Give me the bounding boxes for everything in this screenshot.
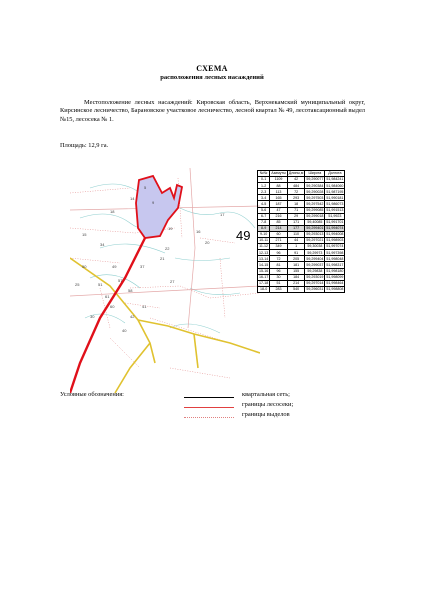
map-label: 51 bbox=[98, 282, 103, 287]
table-cell: 60 bbox=[270, 231, 288, 237]
map-label: 17 bbox=[220, 212, 225, 217]
map-label: 25 bbox=[75, 282, 80, 287]
table-cell: 96 bbox=[270, 268, 288, 274]
table-cell: 51,998903 bbox=[326, 238, 344, 243]
table-cell: 5-6 bbox=[258, 207, 270, 213]
legend-item-cutting-area bbox=[184, 401, 344, 411]
table-cell: 51,997074 bbox=[326, 244, 344, 249]
table-cell: 18-0 bbox=[258, 286, 270, 292]
table-cell: 16-17 bbox=[259, 274, 269, 279]
table-cell: 96 bbox=[270, 250, 288, 256]
table-cell: 72 bbox=[287, 189, 305, 195]
map-label: 18 bbox=[110, 209, 115, 214]
quarter-number: 49 bbox=[236, 228, 251, 243]
table-cell: 214 bbox=[287, 280, 305, 286]
map-label: 20 bbox=[205, 240, 210, 245]
map-label: 42 bbox=[130, 314, 135, 319]
map-label: 34 bbox=[100, 242, 105, 247]
table-cell: 51,994008 bbox=[326, 232, 344, 237]
map-label: 14 bbox=[130, 196, 135, 201]
map-label: 41 bbox=[142, 304, 147, 309]
table-cell: 3-4 bbox=[258, 195, 270, 201]
table-cell: 187 bbox=[270, 201, 288, 207]
map-label: 49 bbox=[112, 264, 117, 269]
column-header: Длины,м bbox=[288, 171, 304, 176]
table-cell: 72 bbox=[270, 256, 288, 262]
table-cell: 59,293013 bbox=[306, 232, 324, 237]
table-cell: 51,986073 bbox=[326, 201, 344, 206]
table-cell: 51,991513 bbox=[326, 207, 344, 212]
table-cell: 30 bbox=[270, 274, 288, 280]
map-label: 22 bbox=[165, 246, 170, 251]
table-cell: 17-18 bbox=[259, 281, 269, 286]
map-label: 57 bbox=[118, 278, 123, 283]
table-cell: 184 bbox=[287, 274, 305, 280]
table-cell: 51,997398 bbox=[326, 250, 344, 255]
table-cell: 11-12 bbox=[259, 244, 269, 249]
table-cell: 6-7 bbox=[258, 213, 270, 219]
table-cell: 171 bbox=[287, 219, 305, 225]
column-header: Широта bbox=[305, 171, 325, 177]
table-cell: 214 bbox=[270, 225, 288, 231]
table-cell: 59,297542 bbox=[306, 201, 324, 206]
legend-label: границы выделов bbox=[242, 411, 290, 418]
table-cell: 59,290077 bbox=[306, 177, 324, 182]
table-cell: 51,990181 bbox=[326, 195, 344, 200]
table-cell: 59,290028 bbox=[306, 189, 324, 194]
table-cell: 44 bbox=[287, 238, 305, 244]
document-title: СХЕМА bbox=[196, 64, 228, 73]
table-cell: 59,299018 bbox=[306, 214, 324, 218]
column-header: №№ bbox=[258, 171, 270, 177]
table-cell: 29 bbox=[287, 213, 305, 219]
table-cell: 2-3 bbox=[258, 189, 270, 195]
table-cell: 59,297503 bbox=[306, 195, 324, 200]
table-header-row bbox=[258, 171, 345, 177]
table-cell: 216 bbox=[270, 213, 288, 219]
table-cell: 8-9 bbox=[258, 225, 270, 231]
table-cell: 110 bbox=[287, 231, 305, 237]
table-cell: 59,290384 bbox=[306, 183, 324, 188]
table-cell: 42 bbox=[287, 177, 305, 183]
table-cell: 59,299037 bbox=[306, 262, 324, 267]
table-cell: 59,297014 bbox=[306, 281, 324, 286]
table-cell: 59,299085 bbox=[306, 207, 324, 212]
table-row bbox=[258, 286, 345, 292]
table-cell: 271 bbox=[270, 238, 288, 244]
map-label: 30 bbox=[90, 314, 95, 319]
table-cell: 14-15 bbox=[259, 262, 269, 267]
table-cell: 88 bbox=[270, 183, 288, 189]
legend-item-quarter-network bbox=[184, 391, 344, 401]
table-cell: 10-11 bbox=[259, 238, 269, 243]
table-cell: 59,29838 bbox=[305, 268, 325, 274]
table-cell: 51,994074 bbox=[326, 226, 344, 231]
table-cell: 59,40085 bbox=[305, 219, 325, 225]
table-cell: 51,9923 bbox=[325, 213, 345, 219]
column-header: Долгота bbox=[325, 171, 345, 177]
coordinates-table bbox=[257, 170, 345, 293]
map-label: 21 bbox=[160, 256, 165, 261]
forest-map bbox=[70, 168, 260, 413]
table-cell: 484 bbox=[287, 183, 305, 189]
table-cell: 59,299401 bbox=[306, 226, 324, 231]
table-cell: 1109 bbox=[270, 177, 288, 183]
table-cell: 1 bbox=[287, 244, 305, 250]
allotment-plot bbox=[136, 176, 182, 238]
table-cell: 13-14 bbox=[259, 256, 269, 261]
table-cell: 59,297021 bbox=[306, 238, 324, 243]
table-cell: 59,29973 bbox=[305, 250, 325, 256]
table-cell: 51,998317 bbox=[326, 262, 344, 267]
table-cell: 283 bbox=[270, 286, 288, 292]
table-cell: 12-13 bbox=[259, 250, 269, 255]
table-cell: 51 bbox=[270, 280, 288, 286]
table-cell: 81 bbox=[270, 262, 288, 268]
table-cell: 51,998808 bbox=[326, 287, 344, 292]
table-cell: 177 bbox=[287, 225, 305, 231]
table-cell: 540 bbox=[287, 286, 305, 292]
column-header: Азимуты bbox=[271, 171, 286, 176]
table-cell: 51,998180 bbox=[326, 268, 344, 273]
table-cell: 0-1 bbox=[258, 177, 270, 183]
map-label: 19 bbox=[168, 226, 173, 231]
table-cell: 59,30038 bbox=[305, 244, 325, 250]
table-cell: 51,998048 bbox=[326, 256, 344, 261]
map-label: 27 bbox=[170, 279, 175, 284]
table-body bbox=[258, 177, 345, 293]
map-label: 61 bbox=[105, 294, 110, 299]
table-cell: 165 bbox=[270, 195, 288, 201]
table-cell: 205 bbox=[287, 256, 305, 262]
table-cell: 51,998099 bbox=[326, 274, 344, 279]
map-label: 15 bbox=[82, 232, 87, 237]
map-label: 58 bbox=[128, 288, 133, 293]
table-cell: 293 bbox=[287, 195, 305, 201]
table-cell: 1-2 bbox=[258, 183, 270, 189]
map-label: 16 bbox=[196, 229, 201, 234]
roads bbox=[70, 258, 260, 393]
location-description: Местоположение лесных насаждений: Кировская область, Верхнекамский муниципальный округ, Кирсинское лесничество, Барановское участковое лесничество, лесной квартал № 49, лесотаксационный выдел №15, лесосека № 1. bbox=[60, 99, 365, 123]
map-label: 9 bbox=[152, 200, 155, 205]
table-cell: 91 bbox=[287, 250, 305, 256]
area-text: Площадь: 12,9 га. bbox=[60, 142, 109, 149]
table-cell: 181 bbox=[287, 262, 305, 268]
legend-swatch bbox=[184, 417, 234, 418]
legend-label: границы лесосеки; bbox=[242, 401, 294, 408]
document-subtitle: расположения лесных насаждений bbox=[160, 74, 264, 81]
table-cell: 349 bbox=[270, 244, 288, 250]
legend-swatch bbox=[184, 397, 234, 398]
table-cell: 4-5 bbox=[258, 201, 270, 207]
table-cell: 51,984060 bbox=[326, 183, 344, 188]
table-cell: 47 bbox=[270, 207, 288, 213]
table-cell: 155 bbox=[287, 268, 305, 274]
table-cell: 59,299404 bbox=[306, 256, 324, 261]
table-cell: 51,987195 bbox=[326, 189, 344, 194]
table-cell: 59,296031 bbox=[306, 287, 324, 292]
legend-swatch bbox=[184, 407, 234, 408]
table-cell: 15-16 bbox=[259, 268, 269, 273]
legend-title: Условные обозначения: bbox=[60, 391, 124, 398]
map-label: 60 bbox=[110, 304, 115, 309]
table-cell: 9-10 bbox=[258, 231, 270, 237]
legend-item-stand-boundaries bbox=[184, 411, 344, 421]
map-label: 50 bbox=[82, 264, 87, 269]
map-label: 37 bbox=[140, 264, 145, 269]
table-cell: 71 bbox=[287, 207, 305, 213]
table-cell: 51,991701 bbox=[326, 220, 344, 225]
table-cell: 7-8 bbox=[258, 219, 270, 225]
table-cell: 51,984241 bbox=[326, 177, 344, 182]
map-label: 5 bbox=[144, 185, 147, 190]
table-cell: 51,998464 bbox=[326, 281, 344, 286]
table-cell: 59,293019 bbox=[306, 274, 324, 279]
table-cell: 113 bbox=[270, 189, 288, 195]
table-cell: 85 bbox=[270, 219, 288, 225]
table-cell: 18 bbox=[287, 201, 305, 207]
map-label: 40 bbox=[122, 328, 127, 333]
legend-label: квартальная сеть; bbox=[242, 391, 290, 398]
